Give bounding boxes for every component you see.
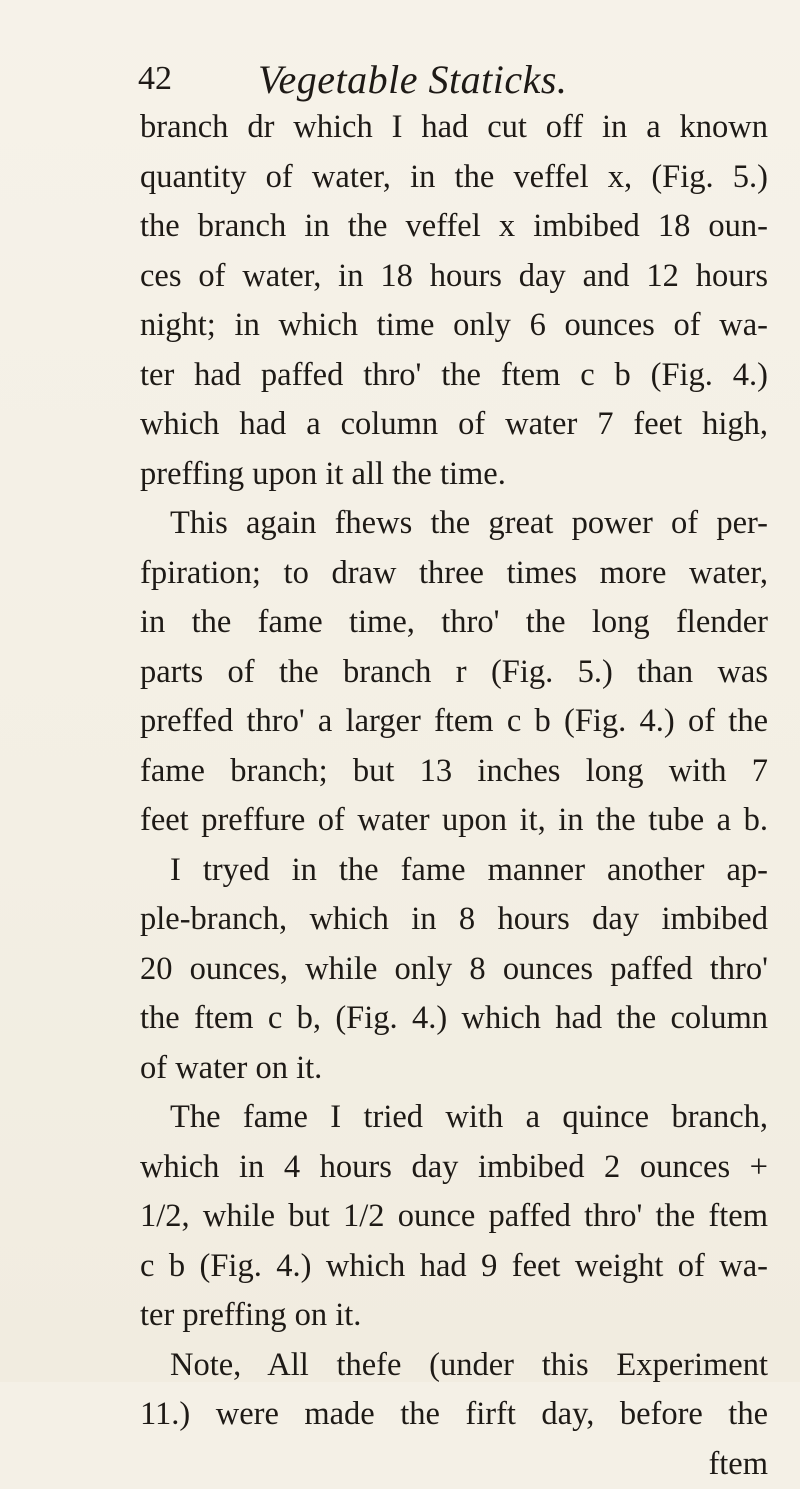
text-line: ter preffing on it. xyxy=(140,1291,768,1341)
text-line: I tryed in the fame manner another ap- xyxy=(140,846,768,896)
catchword: ftem xyxy=(140,1440,768,1489)
text-line: 1/2, while but 1/2 ounce paffed thro' the ftem xyxy=(140,1192,768,1242)
text-line: preffing upon it all the time. xyxy=(140,450,768,500)
text-line: which had a column of water 7 feet high, xyxy=(140,400,768,450)
text-line: fame branch; but 13 inches long with 7 xyxy=(140,747,768,797)
text-line: ter had paffed thro' the ftem c b (Fig. 4.) xyxy=(140,351,768,401)
text-line: 20 ounces, while only 8 ounces paffed thro' xyxy=(140,945,768,995)
text-line: Note, All thefe (under this Experiment xyxy=(140,1341,768,1391)
text-line: branch dr which I had cut off in a known xyxy=(140,103,768,153)
text-line: the ftem c b, (Fig. 4.) which had the column xyxy=(140,994,768,1044)
text-line: which in 4 hours day imbibed 2 ounces + xyxy=(140,1143,768,1193)
text-line: of water on it. xyxy=(140,1044,768,1094)
text-line: preffed thro' a larger ftem c b (Fig. 4.) of the xyxy=(140,697,768,747)
page-number: 42 xyxy=(138,60,172,98)
body-text xyxy=(140,103,768,1489)
text-line: The fame I tried with a quince branch, xyxy=(140,1093,768,1143)
text-line: in the fame time, thro' the long flender xyxy=(140,598,768,648)
text-line: ple-branch, which in 8 hours day imbibed xyxy=(140,895,768,945)
text-line: 11.) were made the firft day, before the xyxy=(140,1390,768,1440)
text-line: ces of water, in 18 hours day and 12 hours xyxy=(140,252,768,302)
text-line: quantity of water, in the veffel x, (Fig. 5.) xyxy=(140,153,768,203)
text-line: the branch in the veffel x imbibed 18 oun- xyxy=(140,202,768,252)
text-line: fpiration; to draw three times more water, xyxy=(140,549,768,599)
text-line: parts of the branch r (Fig. 5.) than was xyxy=(140,648,768,698)
running-title: Vegetable Staticks. xyxy=(258,56,567,103)
text-line: feet preffure of water upon it, in the tube a b. xyxy=(140,796,768,846)
text-line: night; in which time only 6 ounces of wa- xyxy=(140,301,768,351)
text-line: This again fhews the great power of per- xyxy=(140,499,768,549)
text-line: c b (Fig. 4.) which had 9 feet weight of wa- xyxy=(140,1242,768,1292)
